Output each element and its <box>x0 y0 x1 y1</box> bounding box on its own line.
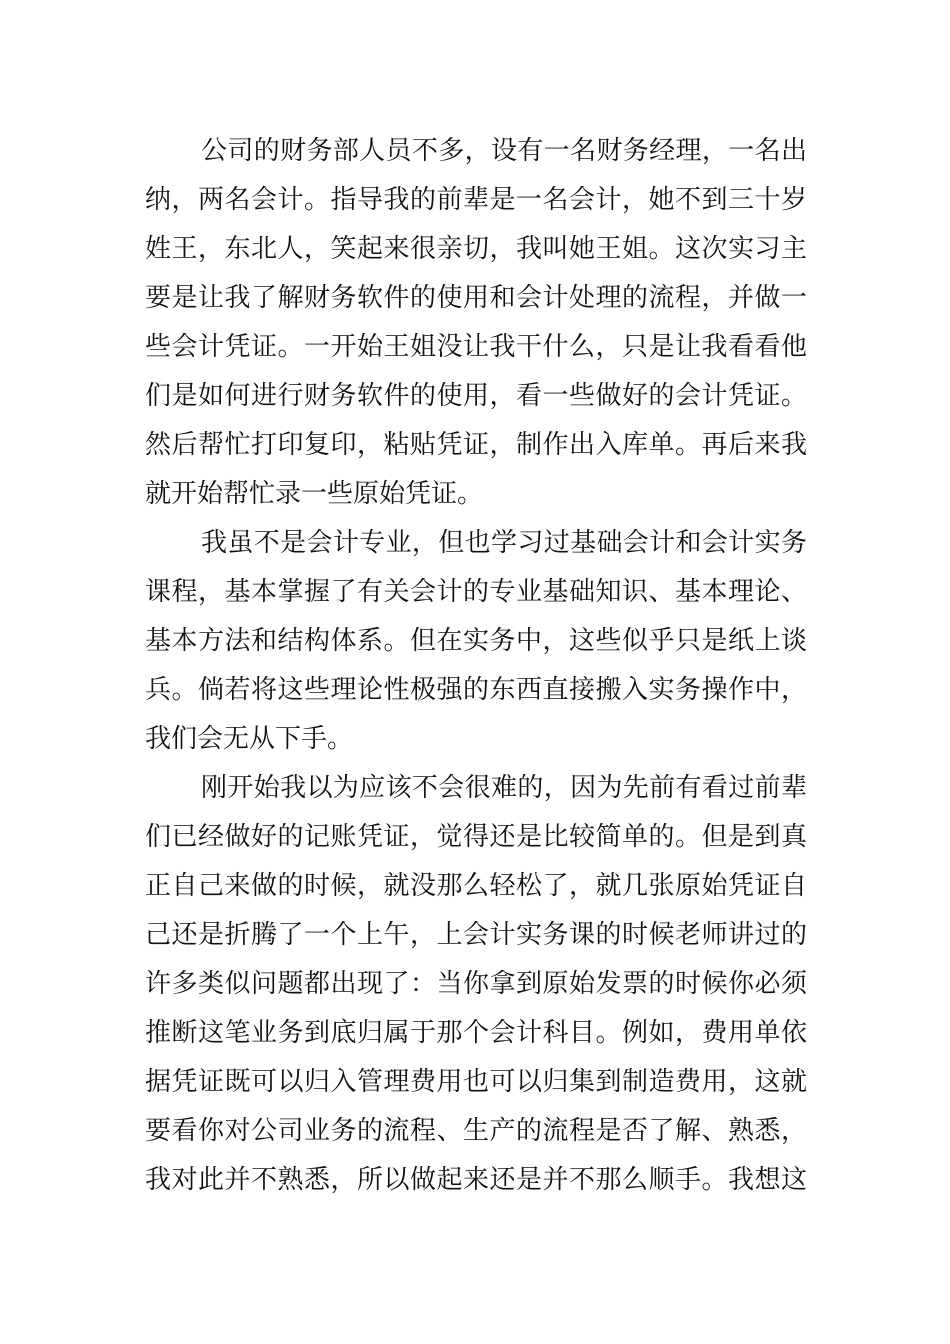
paragraph-line: 课程，基本掌握了有关会计的专业基础知识、基本理论、 <box>145 577 807 607</box>
paragraph-line: 许多类似问题都出现了：当你拿到原始发票的时候你必须 <box>145 969 807 999</box>
paragraph-line: 基本方法和结构体系。但在实务中，这些似乎只是纸上谈 <box>145 626 807 656</box>
paragraph-line: 推断这笔业务到底归属于那个会计科目。例如，费用单依 <box>145 1018 807 1048</box>
paragraph-line: 然后帮忙打印复印，粘贴凭证，制作出入库单。再后来我 <box>145 430 807 460</box>
paragraph-line: 己还是折腾了一个上午，上会计实务课的时候老师讲过的 <box>145 920 807 950</box>
paragraph-line: 我对此并不熟悉，所以做起来还是并不那么顺手。我想这 <box>145 1165 807 1195</box>
paragraph-line: 们已经做好的记账凭证，觉得还是比较简单的。但是到真 <box>145 822 807 852</box>
paragraph-line: 些会计凭证。一开始王姐没让我干什么，只是让我看看他 <box>145 332 807 362</box>
paragraph-line: 据凭证既可以归入管理费用也可以归集到制造费用，这就 <box>145 1067 807 1097</box>
paragraph-line: 正自己来做的时候，就没那么轻松了，就几张原始凭证自 <box>145 871 807 901</box>
paragraph-line: 姓王，东北人，笑起来很亲切，我叫她王姐。这次实习主 <box>145 234 807 264</box>
paragraph-line: 就开始帮忙录一些原始凭证。 <box>145 479 484 509</box>
paragraph-2 <box>145 519 807 764</box>
paragraph-1 <box>145 127 807 519</box>
paragraph-line: 公司的财务部人员不多，设有一名财务经理，一名出 <box>201 136 807 166</box>
paragraph-line: 要看你对公司业务的流程、生产的流程是否了解、熟悉， <box>145 1116 807 1146</box>
document-body <box>145 127 807 1205</box>
paragraph-line: 纳，两名会计。指导我的前辈是一名会计，她不到三十岁 <box>145 185 807 215</box>
paragraph-line: 兵。倘若将这些理论性极强的东西直接搬入实务操作中， <box>145 675 807 705</box>
paragraph-line: 刚开始我以为应该不会很难的，因为先前有看过前辈 <box>201 773 807 803</box>
paragraph-3 <box>145 764 807 1205</box>
paragraph-line: 我虽不是会计专业，但也学习过基础会计和会计实务 <box>201 528 807 558</box>
paragraph-line: 们是如何进行财务软件的使用，看一些做好的会计凭证。 <box>145 381 807 411</box>
paragraph-line: 要是让我了解财务软件的使用和会计处理的流程，并做一 <box>145 283 807 313</box>
paragraph-line: 我们会无从下手。 <box>145 724 354 754</box>
